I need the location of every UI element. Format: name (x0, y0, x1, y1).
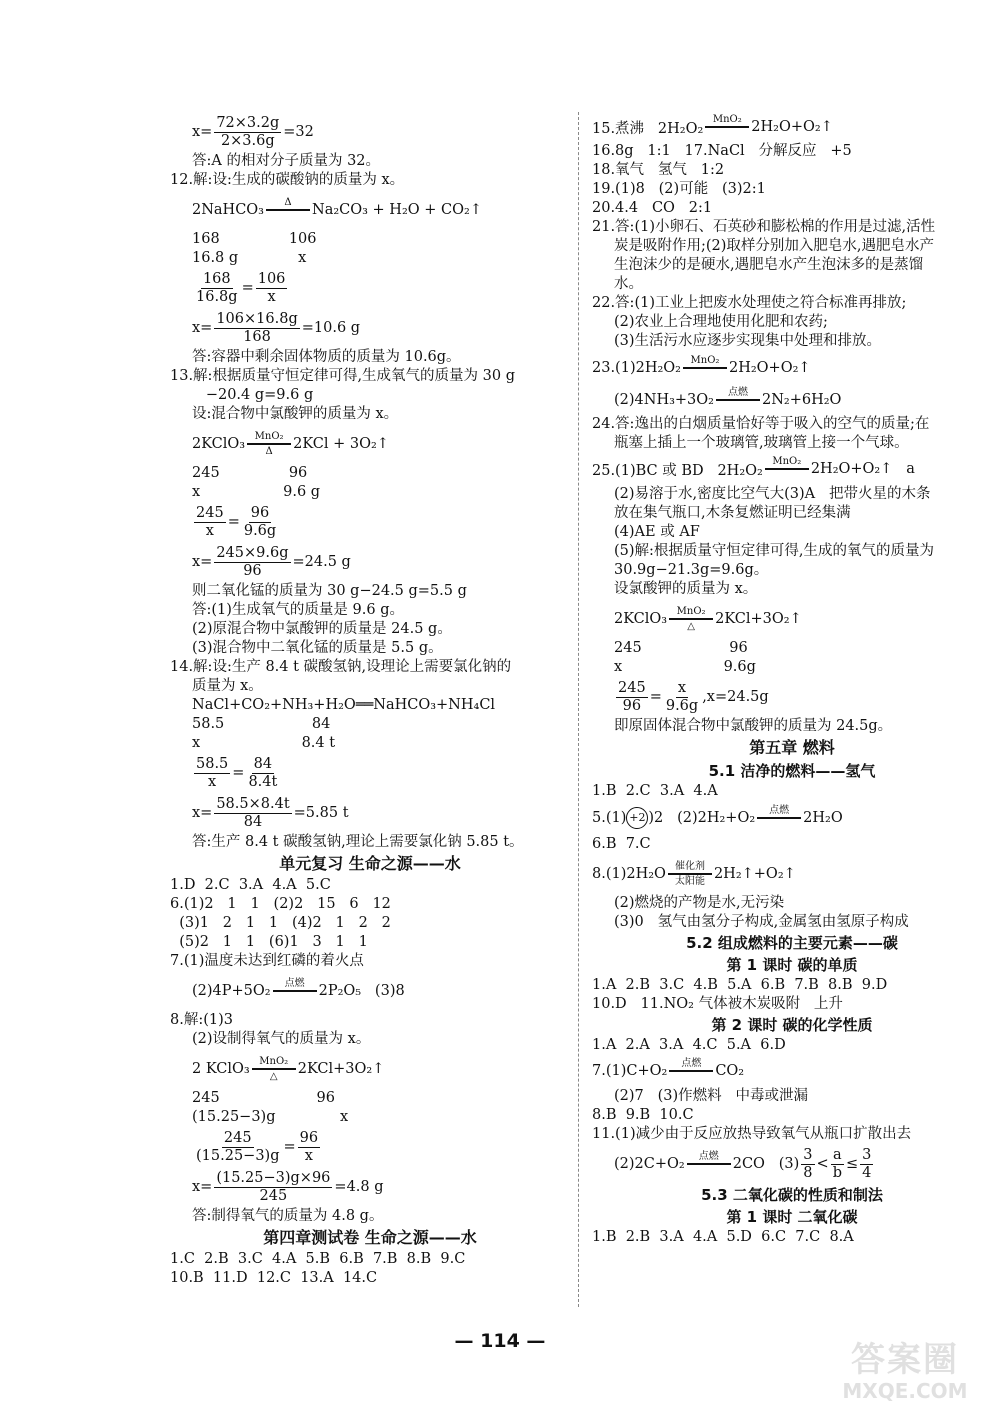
text-line: 即原固体混合物中氯酸钾的质量为 24.5g。 (614, 718, 893, 734)
text-line: 16.8 g x (192, 250, 307, 266)
reaction-arrow: 点燃 (669, 1058, 713, 1084)
reaction-arrow: MnO₂ △ (252, 1056, 296, 1082)
chemical-equation: 15.煮沸 2H₂O₂ MnO₂ 2H₂O+O₂↑ (592, 112, 992, 142)
text-line: 答:制得氧气的质量为 4.8 g。 (192, 1208, 384, 1224)
lesson-heading: 第 2 课时 碳的化学性质 (711, 1016, 873, 1034)
text-line: (2)设制得氧气的质量为 x。 (192, 1031, 371, 1047)
section-heading: 第四章测试卷 生命之源——水 (263, 1228, 477, 1247)
text-line: 8.解:(1)3 (170, 1012, 233, 1028)
text-line: 168 106 (192, 231, 317, 247)
chemical-equation: 2NaHCO₃ Δ Na₂CO₃ + H₂O + CO₂↑ (170, 190, 570, 230)
text-line: 10.D 11.NO₂ 气体被木炭吸附 上升 (592, 996, 843, 1012)
chemical-equation: NaCl+CO₂+NH₃+H₂O══NaHCO₃+NH₄Cl (192, 697, 496, 713)
reaction-arrow: MnO₂ (683, 355, 727, 381)
text-line: (3)0 氢气由氢分子构成,金属氢由氢原子构成 (614, 914, 909, 930)
text-line: (2)农业上合理地使用化肥和农药; (614, 314, 828, 330)
reaction-arrow: 点燃 (273, 978, 317, 1004)
text-line: (5)2 1 1 (6)1 3 1 1 (170, 934, 368, 950)
text-line: 12.解:设:生成的碳酸钠的质量为 x。 (170, 172, 405, 188)
text-line: 1.B 2.C 3.A 4.A (592, 783, 718, 799)
text-line: 设氯酸钾的质量为 x。 (614, 581, 758, 597)
left-column (170, 112, 570, 1288)
text-line: 答:(1)生成氧气的质量是 9.6 g。 (192, 602, 404, 618)
text-line: 20.4.4 CO 2:1 (592, 200, 713, 216)
text-line: 8.B 9.B 10.C (592, 1107, 694, 1123)
equation-line: x= $\frac{106\times 16.8g}{168}$ =10.6 g (192, 310, 361, 345)
reaction-arrow: 点燃 (687, 1151, 731, 1177)
text-line: 1.D 2.C 3.A 4.A 5.C (170, 877, 331, 893)
text-line: 6.B 7.C (592, 836, 651, 852)
text-line: 设:混合物中氯酸钾的质量为 x。 (192, 406, 399, 422)
reaction-arrow: MnO₂ (765, 456, 809, 482)
text-line: −20.4 g=9.6 g (192, 387, 314, 403)
column-divider (578, 112, 579, 1307)
text-line: (2)原混合物中氯酸钾的质量是 24.5 g。 (192, 621, 452, 637)
chemical-equation: 7.(1)C+O₂ 点燃 CO₂ (592, 1055, 992, 1087)
reaction-arrow: 催化剂 太阳能 (668, 861, 712, 887)
text-line: 21.答:(1)小卵石、石英砂和膨松棉的作用是过滤,活性 (592, 219, 936, 235)
text-line: 答:容器中剩余固体物质的质量为 10.6g。 (192, 349, 461, 365)
section-heading: 5.3 二氧化碳的性质和制法 (701, 1186, 883, 1204)
text-line: 生泡沫少的是硬水,遇肥皂水产生泡沫多的是蒸馏 (614, 257, 924, 273)
text-line: x 9.6 g (192, 484, 321, 500)
text-line: (3)生活污水应逐步实现集中处理和排放。 (614, 333, 882, 349)
equation-line: $\frac{168}{16.8g}$ = $\frac{106}{x}$ (196, 270, 286, 305)
fraction: $\frac{72\times 3.2g}{2\times 3.6g}$ (216, 114, 280, 149)
text-line: (4)AE 或 AF (614, 524, 700, 540)
text-line: (3)混合物中二氧化锰的质量是 5.5 g。 (192, 640, 443, 656)
watermark-logo (820, 1340, 990, 1406)
text-line: 14.解:设:生产 8.4 t 碳酸氢钠,设理论上需要氯化钠的 (170, 659, 512, 675)
text-line: 7.(1)温度未达到红磷的着火点 (170, 953, 364, 969)
chemical-equation: (2)4NH₃+3O₂ 点燃 2N₂+6H₂O (592, 385, 992, 415)
watermark-text: 答案圈 (851, 1340, 959, 1380)
reaction-arrow: 点燃 (757, 805, 801, 831)
reaction-arrow: MnO₂ △ (669, 606, 713, 632)
chemical-equation: 2 KClO₃ MnO₂ △ 2KCl+3O₂↑ (192, 1056, 385, 1082)
text-line: 则二氧化锰的质量为 30 g−24.5 g=5.5 g (192, 583, 467, 599)
lesson-heading: 第 1 课时 二氧化碳 (726, 1208, 858, 1226)
text-line: 1.A 2.A 3.A 4.C 5.A 6.D (592, 1037, 786, 1053)
text-line: x 9.6g (614, 659, 756, 675)
chemical-equation: 5.(1) +2 )2 (2)2H₂+O₂ 点燃 2H₂O (592, 801, 992, 835)
chemical-equation: (2)2C+O₂ 点燃 2CO (3) $\frac{3}{8}$ < $\frac{a}{b}$ ≤ $\frac{3}{4}$ (614, 1146, 872, 1181)
right-column (592, 112, 992, 1247)
text-line: 1.B 2.B 3.A 4.A 5.D 6.C 7.C 8.A (592, 1229, 854, 1245)
text-line: (3)1 2 1 1 (4)2 1 2 2 (170, 915, 391, 931)
equation-line: x= $\frac{72\times 3.2g}{2\times 3.6g}$ =32 (192, 114, 314, 149)
chemical-equation: 2KClO₃ MnO₂ △ 2KCl+3O₂↑ (614, 606, 802, 632)
text-line: (15.25−3)g x (192, 1109, 349, 1125)
text-line: 答:A 的相对分子质量为 32。 (192, 153, 381, 169)
lesson-heading: 第 1 课时 碳的单质 (726, 956, 858, 974)
text-line: 质量为 x。 (192, 678, 263, 694)
text-line: 炭是吸附作用;(2)取样分别加入肥皂水,遇肥皂水产 (614, 238, 935, 254)
text-line: 1.A 2.B 3.C 4.B 5.A 6.B 7.B 8.B 9.D (592, 977, 888, 993)
equation-line: $\frac{245}{96}$ = $\frac{x}{9.6g}$ ,x=24.5g (618, 679, 769, 714)
text-line: 245 96 (192, 1090, 335, 1106)
text-line: 22.答:(1)工业上把废水处理使之符合标准再排放; (592, 295, 907, 311)
section-heading: 5.1 洁净的燃料——氢气 (708, 762, 876, 780)
text-line: 19.(1)8 (2)可能 (3)2:1 (592, 181, 766, 197)
section-heading: 5.2 组成燃料的主要元素——碳 (686, 934, 898, 952)
equation-line: x= $\frac{(15.25-3)g\times 96}{245}$ =4.8 g (192, 1169, 384, 1204)
chapter-heading: 第五章 燃料 (749, 738, 835, 757)
reaction-arrow: 点燃 (716, 387, 760, 413)
text-line: 答:生产 8.4 t 碳酸氢钠,理论上需要氯化钠 5.85 t。 (192, 834, 524, 850)
text-line: (2)燃烧的产物是水,无污染 (614, 895, 785, 911)
text-line: 30.9g−21.3g=9.6g。 (614, 562, 769, 578)
text-line: 13.解:根据质量守恒定律可得,生成氧气的质量为 30 g (170, 368, 516, 384)
text-line: 瓶塞上插上一个玻璃管,玻璃管上接一个气球。 (614, 435, 909, 451)
equation-line: $\frac{245}{(15.25-3)g}$ = $\frac{96}{x}$ (196, 1129, 319, 1164)
text-line: 245 96 (192, 465, 308, 481)
equation-line: $\frac{245}{x}$ = $\frac{96}{9.6g}$ (196, 504, 277, 539)
text-line: x 8.4 t (192, 735, 336, 751)
chemical-equation: 23.(1)2H₂O₂ MnO₂ 2H₂O+O₂↑ (592, 351, 992, 385)
text-line: 10.B 11.D 12.C 13.A 14.C (170, 1270, 378, 1286)
chemical-equation: 8.(1)2H₂O 催化剂 太阳能 2H₂↑+O₂↑ (592, 861, 796, 887)
text-line: (5)解:根据质量守恒定律可得,生成的氧气的质量为 (614, 543, 935, 559)
text-line: 18.氧气 氢气 1:2 (592, 162, 725, 178)
text-line: (2)7 (3)作燃料 中毒或泄漏 (614, 1088, 808, 1104)
text-line: (2)易溶于水,密度比空气大(3)A 把带火星的木条 (614, 486, 931, 502)
text-line: 245 96 (614, 640, 748, 656)
chemical-equation: 25.(1)BC 或 BD 2H₂O₂ MnO₂ 2H₂O+O₂↑ a (592, 453, 992, 485)
page-number: — 114 — (454, 1330, 546, 1352)
equation-line: x= $\frac{245\times 9.6g}{96}$ =24.5 g (192, 544, 351, 579)
text-line: 58.5 84 (192, 716, 331, 732)
atom-structure-diagram: +2 (626, 807, 648, 829)
chemical-equation: (2)4P+5O₂ 点燃 2P₂O₅ (3)8 (170, 971, 570, 1011)
text-line: 水。 (614, 276, 643, 292)
watermark-url: MXQE.COM (842, 1379, 968, 1403)
text-line: 11.(1)减少由于反应放热导致氧气从瓶口扩散出去 (592, 1126, 912, 1142)
text-line: 1.C 2.B 3.C 4.A 5.B 6.B 7.B 8.B 9.C (170, 1251, 466, 1267)
chemical-equation: 2KClO₃ MnO₂ Δ 2KCl + 3O₂↑ (192, 431, 389, 457)
reaction-arrow: MnO₂ Δ (247, 431, 291, 457)
equation-line: $\frac{58.5}{x}$ = $\frac{84}{8.4t}$ (196, 755, 278, 790)
text-line: 6.(1)2 1 1 (2)2 15 6 12 (170, 896, 391, 912)
text-line: 24.答:逸出的白烟质量恰好等于吸入的空气的质量;在 (592, 416, 930, 432)
section-heading: 单元复习 生命之源——水 (279, 854, 461, 873)
equation-line: x= $\frac{58.5\times 8.4t}{84}$ =5.85 t (192, 795, 349, 830)
text-line: 16.8g 1:1 17.NaCl 分解反应 +5 (592, 143, 852, 159)
text-line: 放在集气瓶口,木条复燃证明已经集满 (614, 505, 851, 521)
reaction-arrow: MnO₂ (705, 114, 749, 140)
reaction-arrow: Δ (266, 197, 310, 223)
